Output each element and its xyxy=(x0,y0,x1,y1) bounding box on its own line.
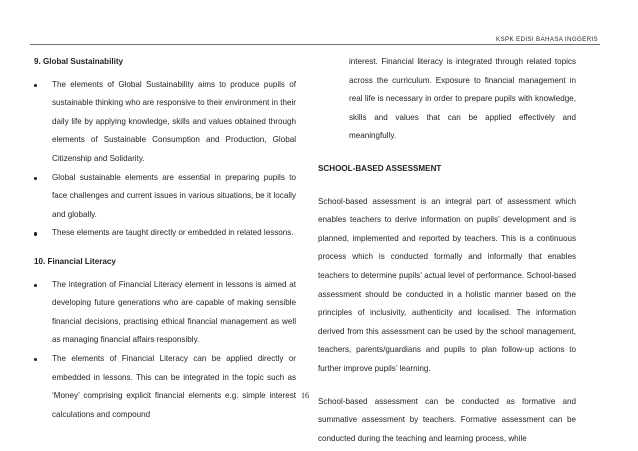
list-item: The elements of Global Sustainability aims to produce pupils of sustainable thinking who are responsive to their environment in their daily life by applying knowledge, skills and values obtained through elements of Sustainable Consumption and Production, Global Citizenship and Solidarity. xyxy=(34,76,296,169)
list-item: The elements of Financial Literacy can be applied directly or embedded in lessons. This can be integrated in the topic such as ‘Money’ comprising explicit financial elements e.g. simple interest calculations and compound xyxy=(34,350,296,424)
bullet-icon xyxy=(34,84,37,87)
header-divider xyxy=(30,44,600,45)
global-sustainability-list xyxy=(34,76,296,243)
assessment-paragraph: School-based assessment can be conducted as formative and summative assessment by teachers. Formative assessment can be conducted during the teaching and learning process, while xyxy=(318,396,576,443)
bullet-icon xyxy=(34,358,37,361)
list-item: These elements are taught directly or embedded in related lessons. xyxy=(34,224,296,243)
bullet-icon xyxy=(34,177,37,180)
section-heading-school-based-assessment: SCHOOL-BASED ASSESSMENT xyxy=(318,163,442,173)
bullet-icon xyxy=(34,284,37,287)
right-column xyxy=(318,53,576,448)
list-item: The integration of Financial Literacy element in lessons is aimed at developing future generations who are capable of making sensible financial decisions, practising ethical financial management as well as managing financial affairs responsibly. xyxy=(34,276,296,350)
page-number: 16 xyxy=(301,391,309,400)
list-item: Global sustainable elements are essential in preparing pupils to face challenges and current issues in various situations, be it locally and globally. xyxy=(34,169,296,225)
assessment-paragraph: School-based assessment is an integral part of assessment which enables teachers to derive information on pupils’ development and is planned, implemented and reported by teachers. This is a continuous process which is conducted formally and informally that enables teachers to determine pupils’ actual level of performance. School-based assessment should be conducted in a holistic manner based on the principles of inclusivity, authenticity and localised. The information derived from this assessment can be used by the school management, teachers, parents/guardians and pupils to plan follow-up actions to further improve pupils’ learning. xyxy=(318,196,576,373)
section-heading-global-sustainability: 9. Global Sustainability xyxy=(34,57,124,66)
financial-literacy-continuation: interest. Financial literacy is integrated through related topics across the curriculum. Exposure to financial management in real life is necessary in order to prepare pupils with knowledge, skills and values that can be applied effectively and meaningfully. xyxy=(349,57,576,141)
section-heading-financial-literacy: 10. Financial Literacy xyxy=(34,256,116,266)
bullet-icon xyxy=(34,232,37,235)
financial-literacy-list xyxy=(34,276,296,425)
running-header: KSPK EDISI BAHASA INGGERIS xyxy=(496,36,598,43)
left-column xyxy=(34,53,296,424)
